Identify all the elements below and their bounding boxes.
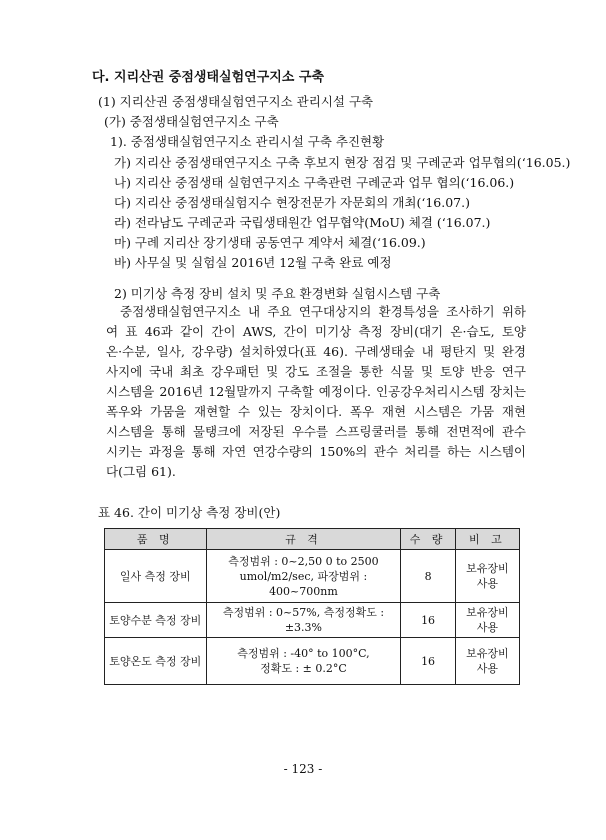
note-line: 사용 <box>476 662 499 675</box>
cell-qty: 8 <box>401 550 455 603</box>
paragraph-line: 다(그림 61). <box>106 464 176 479</box>
list-item: 가) 지리산 중점생태연구지소 구축 후보지 현장 점검 및 구례군과 업무협의(‘16.05.) <box>114 155 571 170</box>
list-item: 마) 구례 지리산 장기생태 공동연구 계약서 체결(‘16.09.) <box>114 235 426 250</box>
table-row <box>105 550 520 603</box>
spec-line: 정확도 : ± 0.2°C <box>260 662 347 675</box>
header-spec: 규 격 <box>206 529 401 550</box>
page-number: - 123 - <box>283 762 323 776</box>
note-line: 보유장비 <box>466 606 509 619</box>
paragraph-line: 사지에 국내 최초 강우패턴 및 강도 조절을 통한 식물 및 토양 반응 연구 <box>106 364 526 379</box>
paragraph-line: 시스템을 통해 물탱크에 저장된 우수를 스프링쿨러를 통해 전면적에 관수 <box>106 424 526 439</box>
table-row <box>105 638 520 685</box>
paragraph-line: 폭우와 가뭄을 재현할 수 있는 장치이다. 폭우 재현 시스템은 가뭄 재현 <box>106 404 526 419</box>
note-line: 사용 <box>476 577 499 590</box>
spec-line: umol/m2/sec, 파장범위 : <box>239 569 368 583</box>
paragraph-line: 시스템을 2016년 12월말까지 구축할 예정이다. 인공강우처리시스템 장치는 <box>106 384 526 399</box>
header-qty: 수 량 <box>401 529 455 550</box>
table-row <box>105 603 520 638</box>
body-paragraph <box>106 302 526 482</box>
list-item: 나) 지리산 중점생태 실험연구지소 구축관련 구례군과 업무 협의(‘16.06.) <box>114 175 515 190</box>
note-line: 사용 <box>476 621 499 634</box>
cell-name: 토양수분 측정 장비 <box>105 603 207 638</box>
cell-spec <box>206 550 401 603</box>
header-name: 품 명 <box>105 529 207 550</box>
spec-line: ±3.3% <box>284 621 323 634</box>
spec-line: 측정범위 : 0~57%, 측정정확도 : <box>222 606 385 619</box>
paragraph-line: 중점생태실험연구지소 내 주요 연구대상지의 환경특성을 조사하기 위하 <box>120 304 526 319</box>
cell-qty: 16 <box>401 603 455 638</box>
note-line: 보유장비 <box>466 562 509 575</box>
cell-name: 일사 측정 장비 <box>105 550 207 603</box>
item-1-title: 1). 중점생태실험연구지소 관리시설 구축 추진현황 <box>110 134 385 149</box>
spec-line: 측정범위 : 0~2,50 0 to 2500 <box>228 554 379 568</box>
cell-name: 토양온도 측정 장비 <box>105 638 207 685</box>
list-item: 바) 사무실 및 실험실 2016년 12월 구축 완료 예정 <box>114 255 392 270</box>
cell-spec <box>206 603 401 638</box>
section-heading: 다. 지리산권 중점생태실험연구지소 구축 <box>92 70 325 85</box>
cell-spec <box>206 638 401 685</box>
table-header-row <box>105 529 520 550</box>
spec-line: 측정범위 : -40° to 100°C, <box>237 647 370 660</box>
subsection-1-title: (1) 지리산권 중점생태실험연구지소 관리시설 구축 <box>98 94 374 109</box>
list-item: 라) 전라남도 구례군과 국립생태원간 업무협약(MoU) 체결 (‘16.07.) <box>114 215 491 230</box>
cell-qty: 16 <box>401 638 455 685</box>
paragraph-line: 시키는 과정을 통해 자연 연강수량의 150%의 관수 처리를 하는 시스템이 <box>106 444 526 459</box>
table-caption: 표 46. 간이 미기상 측정 장비(안) <box>98 505 281 520</box>
cell-note <box>455 638 519 685</box>
paragraph-line: 여 표 46과 같이 간이 AWS, 간이 미기상 측정 장비(대기 온·습도, 토양 <box>106 324 526 339</box>
equipment-table <box>104 528 520 685</box>
cell-note <box>455 550 519 603</box>
subsection-ga-title: (가) 중점생태실험연구지소 구축 <box>104 114 279 129</box>
item-2-title: 2) 미기상 측정 장비 설치 및 주요 환경변화 실험시스템 구축 <box>114 286 441 301</box>
header-note: 비 고 <box>455 529 519 550</box>
paragraph-line: 온·수분, 일사, 강우량) 설치하였다(표 46). 구례생태숲 내 평탄지 및 완경 <box>106 344 526 359</box>
list-item: 다) 지리산 중점생태실험지수 현장전문가 자문회의 개최(‘16.07.) <box>114 195 470 210</box>
note-line: 보유장비 <box>466 647 509 660</box>
cell-note <box>455 603 519 638</box>
spec-line: 400~700nm <box>269 584 338 598</box>
